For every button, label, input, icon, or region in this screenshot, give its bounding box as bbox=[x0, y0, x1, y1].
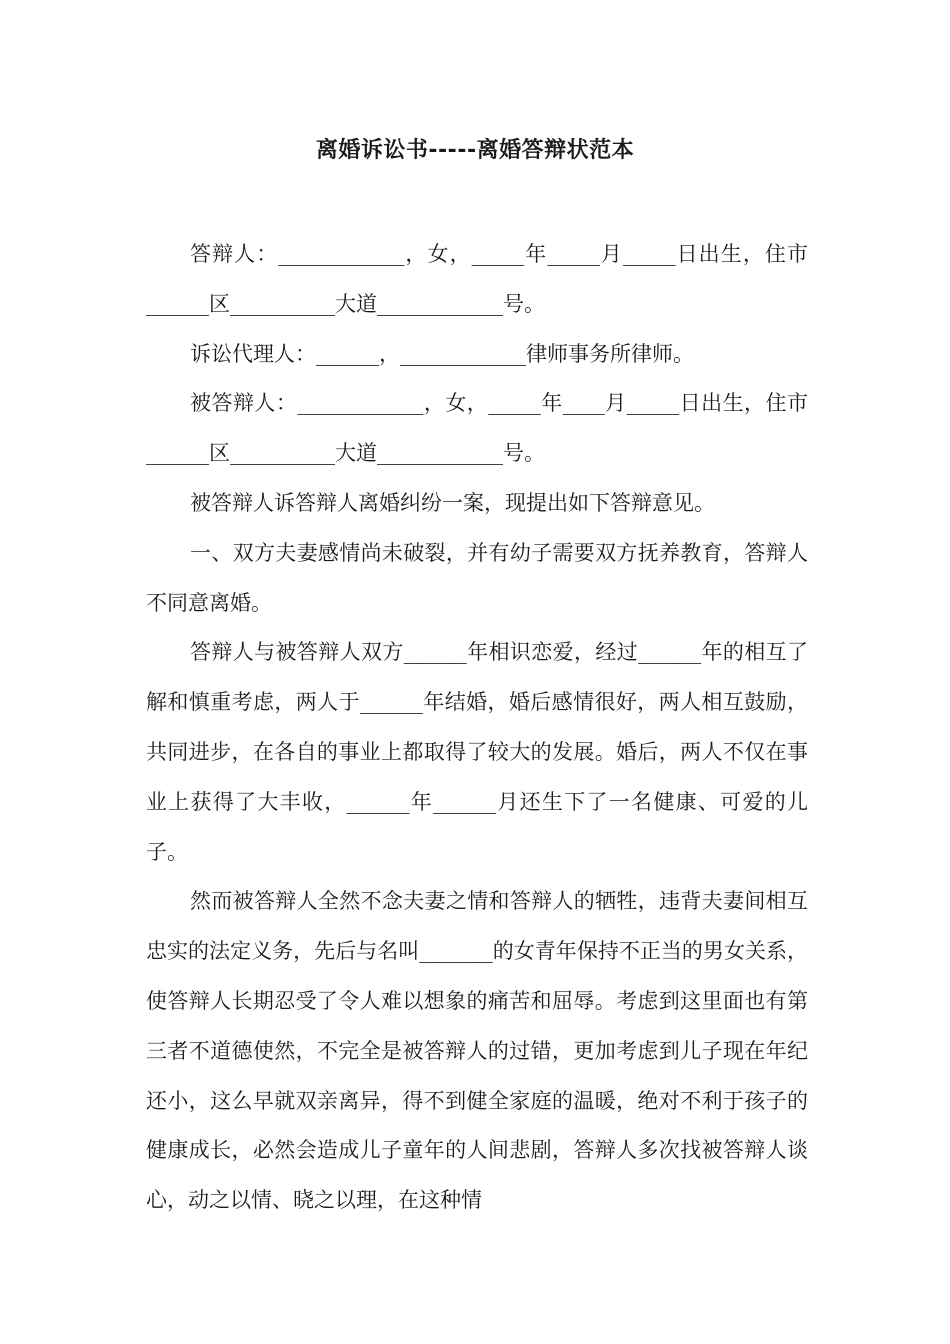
respondent-info-paragraph: 答辩人：____________，女，_____年_____月_____日出生，住市______区__________大道____________号。 bbox=[146, 242, 808, 316]
grievance-paragraph: 然而被答辩人全然不念夫妻之情和答辩人的牺牲，违背夫妻间相互忠实的法定义务，先后与名叫_______的女青年保持不正当的男女关系，使答辩人长期忍受了令人难以想象的痛苦和屈辱。考虑到这里面也有第三者不道德使然，不完全是被答辩人的过错，更加考虑到儿子现在年纪还小，这么早就双亲离异，得不到健全家庭的温暖，绝对不利于孩子的健康成长，必然会造成儿子童年的人间悲剧，答辩人多次找被答辩人谈心，动之以情、晓之以理，在这种情 bbox=[146, 889, 808, 1213]
document-body bbox=[146, 230, 808, 1226]
intro-paragraph: 被答辩人诉答辩人离婚纠纷一案，现提出如下答辩意见。 bbox=[190, 490, 715, 515]
point-one-heading-paragraph: 一、双方夫妻感情尚未破裂，并有幼子需要双方抚养教育，答辩人不同意离婚。 bbox=[146, 540, 808, 615]
plaintiff-info-paragraph: 被答辩人：____________，女，_____年____月_____日出生，住市______区__________大道____________号。 bbox=[146, 391, 808, 466]
marriage-history-paragraph: 答辩人与被答辩人双方______年相识恋爱，经过______年的相互了解和慎重考虑，两人于______年结婚，婚后感情很好，两人相互鼓励，共同进步，在各自的事业上都取得了较大的发展。婚后，两人不仅在事业上获得了大丰收，______年______月还生下了一名健康、可爱的儿子。 bbox=[146, 640, 808, 864]
document-title: 离婚诉讼书-----离婚答辩状范本 bbox=[315, 138, 635, 163]
agent-info-paragraph: 诉讼代理人：______，____________律师事务所律师。 bbox=[190, 341, 694, 366]
